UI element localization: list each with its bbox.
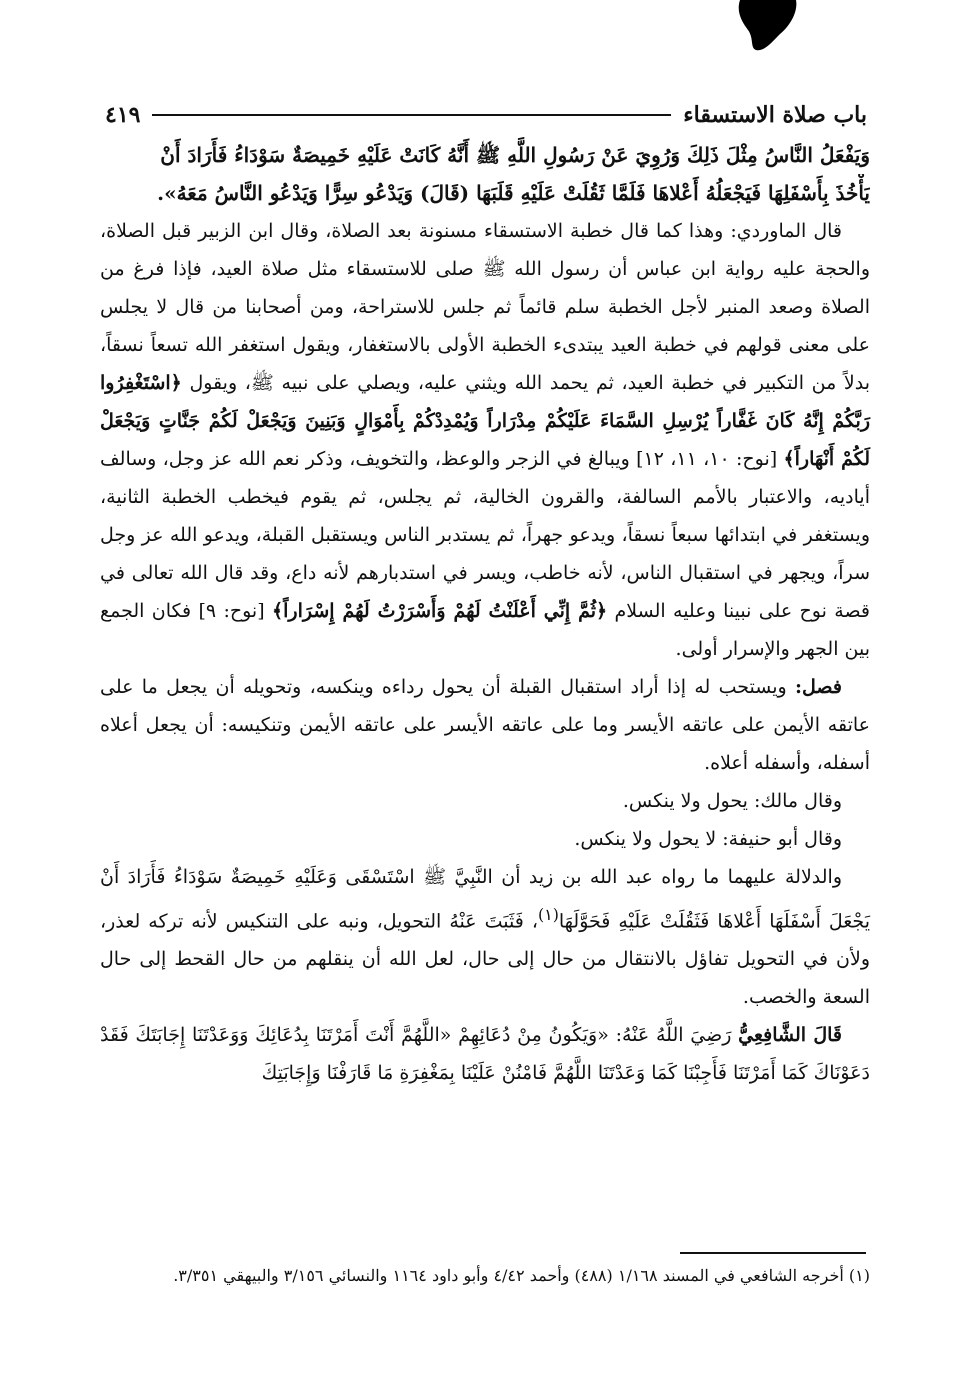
evidence-text: والدلالة عليهما ما رواه عبد الله بن زيد أن [501,866,842,888]
chapter-title: باب صلاة الاستسقاء [683,102,867,128]
header-rule [152,114,671,116]
paragraph-shafii [100,1016,870,1092]
fasl-text: ويستحب له إذا أراد استقبال القبلة أن يحول رداءه وينكسه، وتحويله أن يجعل ما على عاتقه الأيمن على عاتقه الأيسر وما على عاتقه الأيسر على عاتقه الأيمن وتنكيسه: أن يجعل أعلاه أسفله، وأسفله أعلاه. [100,676,870,774]
page-number: ٤١٩ [105,102,141,128]
quran-verse-nuh-9: ﴿ثُمَّ إِنِّي أَعْلَنْتُ لَهُمْ وَأَسْرَرْتُ لَهُمْ إِسْرَاراً﴾ [272,600,608,622]
paragraph-text: قال الماوردي: وهذا كما قال خطبة الاستسقاء مسنونة بعد الصلاة، وقال ابن الزبير قبل الصلاة، والحجة عليه رواية ابن عباس أن رسول الله ﷺ صلى للاستسقاء مثل صلاة العيد، فإذا فرغ من الصلاة وصعد المنبر لأجل الخطبة سلم قائماً ثم جلس للاستراحة، ومن أصحابنا من قال لا يجلس على معنى قولهم في خطبة العيد يبتدىء الخطبة الأولى بالاستغفار، ويقول استغفر الله تسعاً نسقاً، بدلاً من التكبير في خطبة العيد، ثم يحمد الله ويثني عليه، ويصلي على نبيه ﷺ، ويقول [100,220,870,394]
shafii-label: قَالَ الشَّافِعِيُّ [738,1024,842,1047]
paragraph-mawardi [100,212,870,668]
running-header [105,96,867,134]
fasl-label: فصل: [795,676,842,698]
footnotes [100,1262,870,1290]
malik-opinion: وقال مالك: يحول ولا ينكس. [622,790,842,812]
section-fasl [100,668,870,782]
shafii-text: رَضِيَ اللَّهُ عَنْهُ: «وَيَكُونُ مِنْ دُعَائِهِمْ «اللَّهُمَّ أَنْتَ أَمَرْتَنَا بِدُعَائِكَ وَوَعَدْتَنَا إِجَابَتَكَ فَقَدْ دَعَوْنَاكَ كَمَا أَمَرْتَنَا فَأَجِبْنَا كَمَا وَعَدْتَنَا اللَّهُمَّ فَامْنُنْ عَلَيْنَا بِمَغْفِرَةِ مَا قَارَفْنَا وَإِجَابَتِكَ [100,1024,870,1085]
footnote-ref: (١) [537,905,559,924]
matn-line-1: وَيَفْعَلُ النَّاسُ مِثْلَ ذَلِكَ وَرُوِيَ عَنْ رَسُولِ اللَّهِ ﷺ أَنَّهُ كَانَتْ عَلَيْهِ خَمِيصَةٌ سَوْدَاءُ فَأَرَادَ أَنْ [160,143,870,167]
ink-blot [732,0,804,54]
abu-hanifa-opinion: وقال أبو حنيفة: لا يحول ولا ينكس. [574,828,842,850]
hadith-quote: النَّبِيَّ ﷺ اسْتَسْقَى وَعَلَيْهِ خَمِيصَةٌ سَوْدَاءُ فَأَرَادَ أَنْ يَجْعَلَ أَسْفَلَهَا أَعْلاهَا فَثَقُلَتْ عَلَيْهِ فَحَوَّلَهَا [100,866,870,933]
evidence-text-continued: ، فَثَبَتَ عَنْهُ التحويل، ونبه على التنكيس لأنه تركه لعذر، ولأن في التحويل تفاؤل بالانتقال من حال إلى حال، لعل الله أن ينقلهم من حال القحط إلى حال السعة والخصب. [100,910,870,1009]
footnote-number: (١) [848,1266,870,1285]
page-body [100,136,870,1092]
quran-verse-nuh-10-12: ﴿اسْتَغْفِرُوا رَبَّكُمْ إِنَّهُ كَانَ غَفَّاراً يُرْسِلِ السَّمَاءَ عَلَيْكُمْ مِدْرَاراً وَيُمْدِدْكُمْ بِأَمْوَالٍ وَبَنِينَ وَيَجْعَلْ لَكُمْ جَنَّاتٍ وَيَجْعَلْ لَكُمْ أَنْهَاراً﴾ [100,372,871,470]
paragraph-evidence [100,858,870,1016]
paragraph-text-end: [نوح: ٩] فكان الجمع بين الجهر والإسرار أولى. [100,600,870,660]
paragraph-text-continued: [نوح: ١٠، ١١، ١٢] ويبالغ في الزجر والوعظ، والتخويف، وذكر نعم الله عز وجل، وسالف أياديه، والاعتبار بالأمم السالفة، والقرون الخالية، ثم يجلس، ثم يقوم فيخطب الخطبة الثانية، ويستغفر في ابتدائها سبعاً نسقاً، ويدعو جهراً، ثم يستدبر الناس ويستقبل القبلة، ويدعو الله عز وجل سراً، ويجهر في استقبال الناس، لأنه خاطب، ويسر في استدبارهم لأنه داع، وقد قال الله تعالى في قصة نوح على نبينا وعليه السلام [100,448,870,622]
footnote-text: أخرجه الشافعي في المسند ١/١٦٨ (٤٨٨) وأحمد ٤/٤٢ وأبو داود ١١٦٤ والنسائي ٣/١٥٦ والبيهقي ٣/٣٥١. [173,1266,844,1285]
matn-line-2: يَأْخُذَ بِأَسْفَلِهَا فَيَجْعَلُهُ أَعْلاهَا فَلَمَّا ثَقُلَتْ عَلَيْهِ قَلَبَهَا (قَالَ) وَيَدْعُو سِرًّا وَيَدْعُو النَّاسُ مَعَهُ». [157,181,870,205]
footnote-separator [680,1252,866,1254]
